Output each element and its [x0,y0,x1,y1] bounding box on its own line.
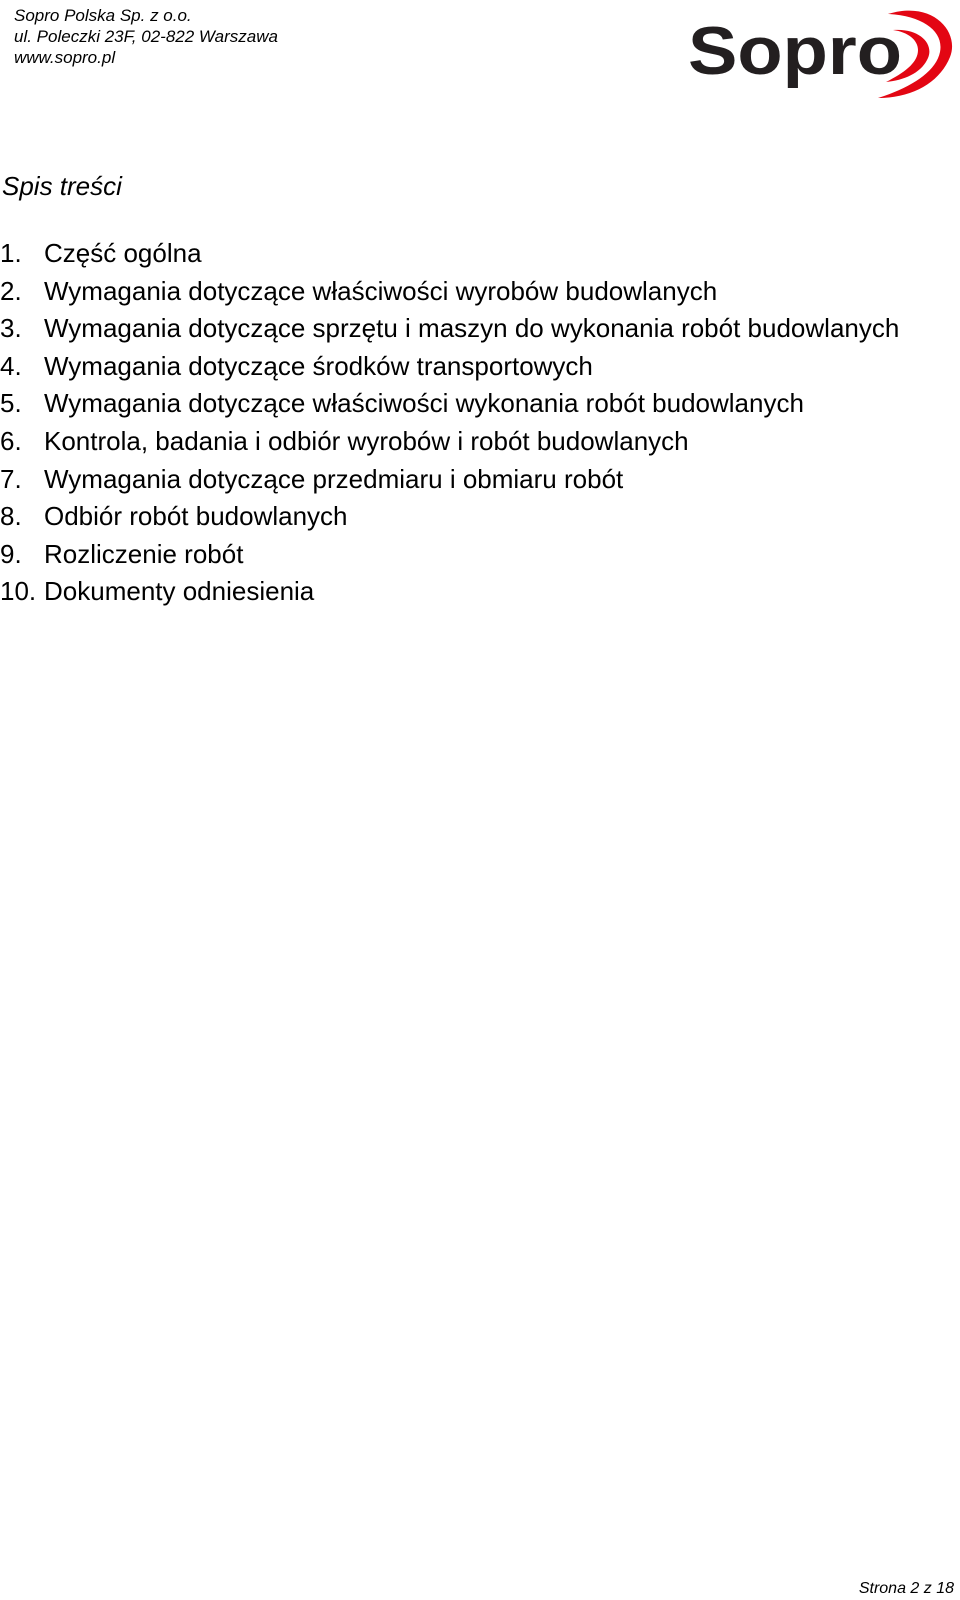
toc-item [0,573,950,611]
toc-item [0,536,950,574]
toc-item-text: Wymagania dotyczące środków transportowych [44,350,593,381]
toc-item-number: 4. [0,350,22,381]
toc-item [0,235,950,273]
toc-list [0,235,950,611]
toc-item-number: 3. [0,313,22,344]
toc-item [0,461,950,499]
toc-item [0,498,950,536]
sopro-logo [688,2,958,98]
company-address-block [14,5,278,68]
toc-item-number: 1. [0,238,22,268]
toc-item-text: Rozliczenie robót [44,538,244,569]
toc-item-number: 8. [0,501,22,532]
toc-item-number: 7. [0,463,22,494]
toc-item-text: Wymagania dotyczące sprzętu i maszyn do wykonania robót budowlanych [44,313,900,344]
toc-item-text: Kontrola, badania i odbiór wyrobów i robót budowlanych [44,425,689,456]
toc-item [0,423,950,461]
company-website: www.sopro.pl [14,48,116,67]
toc-item-text: Dokumenty odniesienia [44,576,315,607]
toc-item-number: 9. [0,538,22,569]
toc-item-number: 10. [0,576,37,607]
logo-text: Sopro [688,13,902,89]
toc-item [0,310,950,348]
company-address: ul. Poleczki 23F, 02-822 Warszawa [14,27,278,46]
toc-item-text: Wymagania dotyczące właściwości wyrobów budowlanych [44,275,718,306]
toc-item-text: Odbiór robót budowlanych [44,501,348,532]
toc-item [0,348,950,386]
toc-item-number: 5. [0,388,22,419]
toc-item-number: 2. [0,275,22,306]
toc-title: Spis treści [2,171,122,201]
toc-item-text: Część ogólna [44,238,202,268]
company-name: Sopro Polska Sp. z o.o. [14,6,192,25]
toc-item [0,273,950,311]
toc-item-text: Wymagania dotyczące przedmiaru i obmiaru robót [44,463,624,494]
toc-item [0,385,950,423]
toc-item-text: Wymagania dotyczące właściwości wykonania robót budowlanych [44,388,804,419]
toc-item-number: 6. [0,425,22,456]
page-number: Strona 2 z 18 [858,1580,954,1597]
